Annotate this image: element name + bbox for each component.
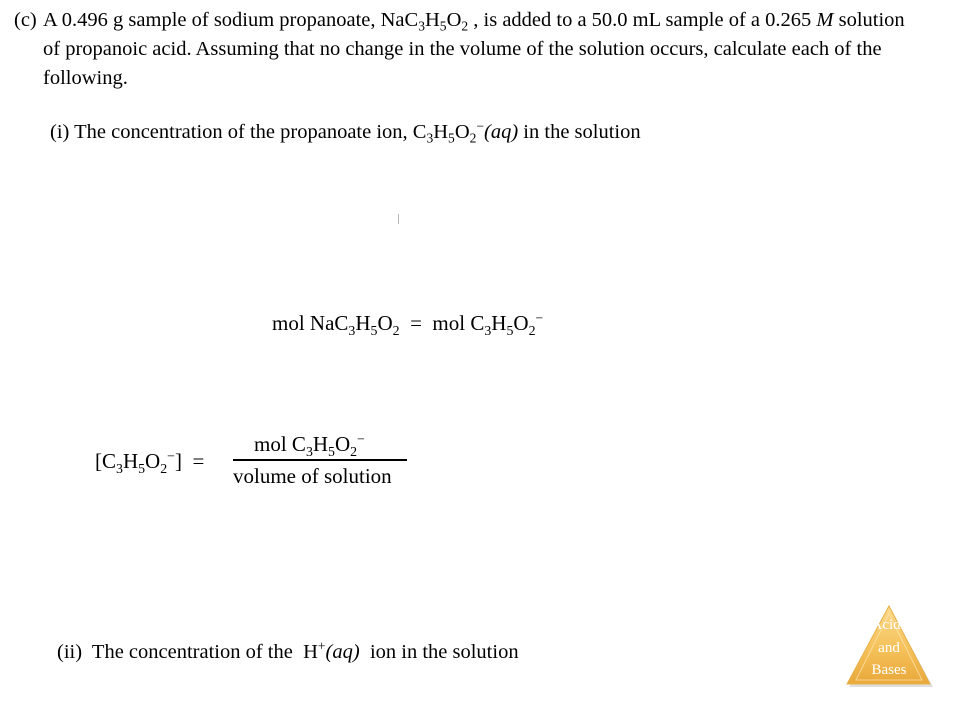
question-intro-2: , is added to a 50.0 mL sample of a 0.265	[468, 9, 817, 31]
formula-subscript: 2	[461, 18, 469, 34]
formula-subscript: 5	[506, 322, 514, 338]
ion-charge: −	[476, 118, 485, 134]
ion-charge: −	[167, 448, 175, 464]
ion-charge: −	[357, 431, 365, 447]
part-i-suffix: in the solution	[518, 121, 641, 143]
formula-element: H	[491, 311, 507, 335]
formula-subscript: 2	[392, 322, 400, 338]
formula-subscript: 3	[305, 443, 313, 459]
formula-element: O	[377, 311, 393, 335]
question-c-line-2: of propanoic acid. Assuming that no change in the volume of the solution occurs, calculate each of the	[43, 38, 882, 60]
formula-subscript: 5	[448, 130, 455, 146]
nav-label-line-2: and	[878, 639, 900, 656]
ion-charge: +	[317, 638, 326, 654]
formula-subscript: 3	[426, 130, 434, 146]
formula-subscript: 5	[328, 443, 335, 459]
stray-mark	[398, 214, 399, 224]
formula-element: H	[312, 432, 329, 456]
formula-subscript: 2	[350, 443, 358, 459]
formula-subscript: 5	[138, 460, 146, 476]
part-ii-prompt	[57, 638, 519, 666]
formula-element: O	[334, 432, 351, 456]
formula-subscript: 2	[528, 322, 536, 338]
aqueous-state: (aq)	[484, 121, 519, 143]
question-c-line-1	[14, 6, 944, 35]
question-intro-3: solution	[833, 9, 905, 31]
nav-label-line-3: Bases	[871, 662, 907, 678]
mole-equation-rhs: mol C	[432, 311, 485, 335]
question-label: (c)	[14, 9, 37, 31]
formula-element: O	[454, 121, 470, 143]
mole-equation	[272, 308, 543, 338]
formula-element: H	[433, 121, 449, 143]
equals-sign: =	[399, 311, 433, 335]
formula-subscript: 5	[439, 18, 447, 34]
formula-subscript: 2	[469, 130, 477, 146]
formula-subscript: 3	[116, 460, 123, 476]
mole-equation-lhs: mol NaC	[272, 311, 349, 335]
formula-element: O	[446, 9, 462, 31]
fraction-denominator: volume of solution	[233, 464, 392, 488]
formula-element: O	[145, 449, 161, 473]
part-ii-prefix: (ii) The concentration of the H	[57, 641, 318, 663]
formula-subscript: 3	[484, 322, 492, 338]
aqueous-state: (aq)	[325, 641, 360, 663]
question-c	[14, 6, 944, 93]
bracket-open: [C	[95, 449, 116, 473]
part-ii-suffix: ion in the solution	[359, 641, 519, 663]
acids-bases-nav-label[interactable]	[844, 614, 934, 682]
formula-subscript: 3	[418, 18, 425, 34]
molarity-unit: M	[816, 9, 834, 31]
part-i-prefix: (i) The concentration of the propanoate ion, C	[50, 121, 427, 143]
concentration-lhs	[95, 446, 204, 476]
formula-element: H	[122, 449, 139, 473]
formula-element: H	[355, 311, 371, 335]
formula-subscript: 2	[160, 460, 168, 476]
formula-subscript: 5	[370, 322, 378, 338]
fraction-bar	[233, 459, 407, 461]
numerator-text: mol C	[254, 432, 306, 456]
nav-label-line-1: Acids	[871, 617, 907, 633]
part-i-prompt	[50, 118, 641, 146]
formula-subscript: 3	[348, 322, 356, 338]
question-intro-1: A 0.496 g sample of sodium propanoate, NaC	[43, 9, 419, 31]
bracket-close-equals: ] =	[174, 449, 205, 473]
formula-element: H	[424, 9, 440, 31]
question-c-line-3: following.	[43, 67, 128, 89]
formula-element: O	[513, 311, 529, 335]
ion-charge: −	[535, 310, 544, 326]
fraction-numerator	[254, 430, 365, 458]
